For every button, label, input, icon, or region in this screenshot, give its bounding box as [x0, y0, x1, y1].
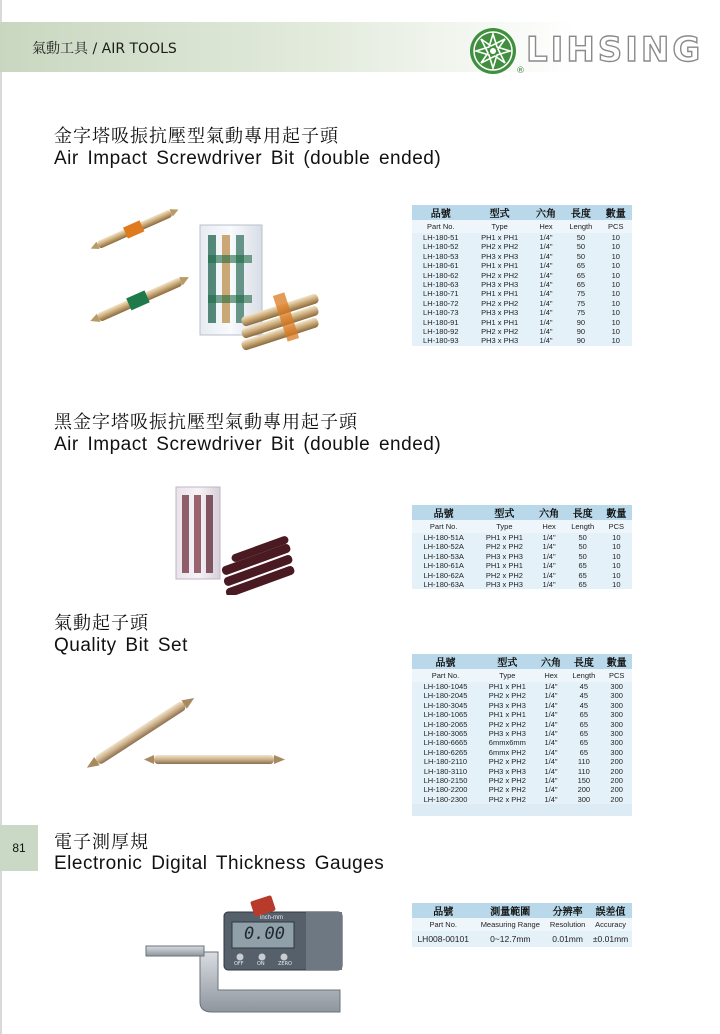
- table-cell: PH1 x PH1: [470, 318, 530, 327]
- table-row: [412, 738, 632, 747]
- table-row: [412, 242, 632, 251]
- table-cell: 300: [601, 748, 632, 757]
- table-cell: 300: [601, 691, 632, 700]
- table-cell: 50: [565, 552, 601, 561]
- table-cell: 1/4": [536, 682, 567, 691]
- table-row: [412, 261, 632, 270]
- table-cell: 200: [601, 776, 632, 785]
- table-cell: LH-180-63A: [412, 580, 475, 589]
- table-row: [412, 289, 632, 298]
- table-cell: 1/4": [530, 299, 562, 308]
- table-cell: LH-180-92: [412, 327, 470, 336]
- table-cell: 6mmx PH2: [479, 748, 536, 757]
- table-cell: LH-180-2065: [412, 720, 479, 729]
- table-cell: 75: [562, 289, 599, 298]
- table-cell: LH-180-53: [412, 252, 470, 261]
- col-header-cn: 型式: [479, 654, 536, 669]
- table-cell: PH3 x PH3: [479, 701, 536, 710]
- table-cell: 110: [566, 767, 601, 776]
- table-cell: 65: [562, 280, 599, 289]
- table-cell: 10: [599, 318, 632, 327]
- table-row: [412, 280, 632, 289]
- table-cell: 50: [562, 233, 599, 242]
- section-2-title-cn: 黑金字塔吸振抗壓型氣動專用起子頭: [54, 412, 358, 433]
- table-cell: 300: [601, 729, 632, 738]
- table-cell: 10: [599, 299, 632, 308]
- table-cell: PH2 x PH2: [479, 757, 536, 766]
- table-cell: 10: [601, 561, 632, 570]
- table-cell: LH-180-3065: [412, 729, 479, 738]
- table-row: [412, 767, 632, 776]
- table-cell: PH2 x PH2: [475, 571, 533, 580]
- table-cell: PH3 x PH3: [479, 729, 536, 738]
- table-cell: 10: [601, 542, 632, 551]
- table-cell: PH2 x PH2: [475, 542, 533, 551]
- gauge-off-label: OFF: [234, 961, 244, 967]
- table-cell: 10: [601, 580, 632, 589]
- table-cell: 10: [599, 308, 632, 317]
- table-cell: 1/4": [533, 552, 564, 561]
- col-header-en: Hex: [530, 220, 562, 233]
- col-header-cn: 長度: [565, 505, 601, 520]
- table-cell: 1/4": [530, 233, 562, 242]
- table-cell: LH-180-71: [412, 289, 470, 298]
- table-cell: 1/4": [530, 261, 562, 270]
- table-cell: 10: [599, 336, 632, 345]
- col-header-en: Accuracy: [589, 918, 632, 931]
- section-3-title-cn: 氣動起子頭: [54, 613, 149, 634]
- spec-table-2: [412, 505, 632, 589]
- table-cell: LH-180-3045: [412, 701, 479, 710]
- col-header-cn: 六角: [530, 205, 562, 220]
- col-header-cn: 品號: [412, 903, 474, 918]
- table-cell: 6mmx6mm: [479, 738, 536, 747]
- table-row: [412, 776, 632, 785]
- table-cell: 1/4": [530, 336, 562, 345]
- table-cell: 110: [566, 757, 601, 766]
- table-row: [412, 785, 632, 794]
- col-header-en: Length: [565, 520, 601, 533]
- table-cell: 1/4": [536, 720, 567, 729]
- table-cell: 65: [566, 738, 601, 747]
- table-row: [412, 252, 632, 261]
- table-cell: 1/4": [536, 710, 567, 719]
- table-cell: 10: [599, 327, 632, 336]
- section-2-title-en: Air Impact Screwdriver Bit (double ended): [54, 434, 442, 455]
- thickness-gauge-photo: [140, 890, 360, 1020]
- table-cell: 65: [562, 271, 599, 280]
- table-cell: LH-180-91: [412, 318, 470, 327]
- table-cell: 1/4": [530, 327, 562, 336]
- table-row: [412, 571, 632, 580]
- spec-table-1: [412, 205, 632, 346]
- table-cell: 50: [562, 252, 599, 261]
- registered-mark: ®: [516, 66, 525, 76]
- table-cell: 90: [562, 327, 599, 336]
- table-cell: PH2 x PH2: [479, 691, 536, 700]
- table-row: [412, 710, 632, 719]
- table-cell: LH-180-72: [412, 299, 470, 308]
- table-cell: 10: [601, 533, 632, 542]
- table-cell: 1/4": [530, 252, 562, 261]
- table-cell: LH-180-6665: [412, 738, 479, 747]
- table-cell: ±0.01mm: [589, 931, 632, 947]
- col-header-cn: 數量: [601, 505, 632, 520]
- col-header-en: Length: [566, 669, 601, 682]
- col-header-en: PCS: [601, 520, 632, 533]
- table-cell: 65: [565, 561, 601, 570]
- table-cell: PH2 x PH2: [479, 795, 536, 804]
- col-header-cn: 數量: [599, 205, 632, 220]
- table-cell: PH2 x PH2: [479, 785, 536, 794]
- col-header-cn: 型式: [470, 205, 530, 220]
- table-cell: 1/4": [536, 701, 567, 710]
- table-cell: PH1 x PH1: [479, 710, 536, 719]
- section-1-title-cn: 金字塔吸振抗壓型氣動專用起子頭: [54, 126, 339, 147]
- table-cell: 1/4": [536, 767, 567, 776]
- table-cell: 1/4": [536, 738, 567, 747]
- col-header-cn: 六角: [536, 654, 567, 669]
- table-cell: PH2 x PH2: [470, 271, 530, 280]
- table-cell: 1/4": [530, 318, 562, 327]
- col-header-cn: 品號: [412, 654, 479, 669]
- col-header-en: Type: [475, 520, 533, 533]
- table-cell: 1/4": [530, 280, 562, 289]
- section-4-title-cn: 電子測厚規: [54, 832, 149, 853]
- col-header-cn: 長度: [566, 654, 601, 669]
- table-row: [412, 552, 632, 561]
- table-cell: PH1 x PH1: [479, 682, 536, 691]
- col-header-cn: 品號: [412, 505, 475, 520]
- table-cell: 50: [562, 242, 599, 251]
- table-cell: 200: [601, 757, 632, 766]
- table-cell: 1/4": [533, 561, 564, 570]
- table-cell: 65: [562, 261, 599, 270]
- table-cell: 65: [566, 729, 601, 738]
- table-row: [412, 336, 632, 345]
- table-cell: 1/4": [530, 242, 562, 251]
- brand-logo: [468, 26, 704, 76]
- table-row: [412, 757, 632, 766]
- table-cell: LH-180-61A: [412, 561, 475, 570]
- table-cell: LH-180-2200: [412, 785, 479, 794]
- col-header-cn: 誤差值: [589, 903, 632, 918]
- table-cell: 1/4": [533, 580, 564, 589]
- double-ended-bits-photo: [90, 205, 330, 360]
- col-header-en: Type: [479, 669, 536, 682]
- table-cell: PH3 x PH3: [479, 767, 536, 776]
- table-cell: 75: [562, 299, 599, 308]
- table-cell: 75: [562, 308, 599, 317]
- table-cell: LH-180-53A: [412, 552, 475, 561]
- table-cell: 200: [566, 785, 601, 794]
- table-cell: LH-180-3110: [412, 767, 479, 776]
- table-cell: 1/4": [530, 289, 562, 298]
- table-cell: 1/4": [533, 542, 564, 551]
- page-number: 81: [0, 825, 38, 871]
- section-4-title-en: Electronic Digital Thickness Gauges: [54, 853, 385, 874]
- col-header-en: Resolution: [546, 918, 589, 931]
- page-edge: [0, 0, 2, 1034]
- table-cell: 1/4": [536, 785, 567, 794]
- table-row: [412, 691, 632, 700]
- col-header-en: PCS: [599, 220, 632, 233]
- table-cell: 65: [566, 720, 601, 729]
- gauge-unit-strip: inch-mm: [260, 915, 284, 921]
- table-cell: 200: [601, 767, 632, 776]
- table-cell: LH-180-52: [412, 242, 470, 251]
- section-1-title-en: Air Impact Screwdriver Bit (double ended): [54, 148, 442, 169]
- table-cell: 90: [562, 318, 599, 327]
- table-cell: 300: [601, 720, 632, 729]
- table-cell: LH-180-61: [412, 261, 470, 270]
- table-cell: 10: [599, 280, 632, 289]
- table-filler-row: [412, 804, 632, 816]
- table-cell: PH1 x PH1: [475, 533, 533, 542]
- table-row: [412, 542, 632, 551]
- table-cell: PH3 x PH3: [470, 308, 530, 317]
- spec-table-4: [412, 903, 632, 947]
- table-cell: 50: [565, 533, 601, 542]
- col-header-en: PCS: [601, 669, 632, 682]
- table-cell: PH1 x PH1: [470, 289, 530, 298]
- table-cell: 300: [566, 795, 601, 804]
- table-cell: 10: [599, 252, 632, 261]
- table-cell: LH-180-1045: [412, 682, 479, 691]
- col-header-en: Part No.: [412, 520, 475, 533]
- brand-name: LIHSING: [526, 30, 704, 70]
- table-cell: LH-180-62: [412, 271, 470, 280]
- table-cell: 1/4": [536, 729, 567, 738]
- table-cell: 1/4": [533, 533, 564, 542]
- table-cell: PH2 x PH2: [479, 776, 536, 785]
- table-cell: 300: [601, 738, 632, 747]
- table-cell: 200: [601, 785, 632, 794]
- table-cell: 1/4": [536, 691, 567, 700]
- col-header-en: Part No.: [412, 918, 474, 931]
- col-header-en: Hex: [536, 669, 567, 682]
- table-cell: 150: [566, 776, 601, 785]
- table-cell: LH-180-2150: [412, 776, 479, 785]
- table-cell: PH2 x PH2: [470, 299, 530, 308]
- table-cell: 1/4": [536, 748, 567, 757]
- col-header-en: Part No.: [412, 669, 479, 682]
- col-header-cn: 六角: [533, 505, 564, 520]
- table-cell: PH1 x PH1: [475, 561, 533, 570]
- table-cell: 1/4": [536, 795, 567, 804]
- col-header-en: Length: [562, 220, 599, 233]
- table-cell: 10: [599, 289, 632, 298]
- table-row: [412, 308, 632, 317]
- col-header-en: Type: [470, 220, 530, 233]
- table-cell: PH2 x PH2: [470, 327, 530, 336]
- table-cell: 1/4": [533, 571, 564, 580]
- table-cell: PH3 x PH3: [475, 552, 533, 561]
- table-row: [412, 682, 632, 691]
- table-cell: PH2 x PH2: [470, 242, 530, 251]
- table-cell: 1/4": [536, 776, 567, 785]
- table-cell: 10: [599, 233, 632, 242]
- table-cell: 10: [599, 271, 632, 280]
- table-cell: 65: [565, 571, 601, 580]
- table-cell: 300: [601, 682, 632, 691]
- table-row: [412, 271, 632, 280]
- table-row: [412, 701, 632, 710]
- spec-table-3: [412, 654, 632, 816]
- star-emblem-icon: [468, 26, 518, 76]
- table-cell: PH1 x PH1: [470, 261, 530, 270]
- gauge-zero-label: ZERO: [278, 961, 292, 967]
- table-cell: PH3 x PH3: [470, 336, 530, 345]
- table-cell: 1/4": [536, 757, 567, 766]
- table-cell: 45: [566, 682, 601, 691]
- table-cell: 0~12.7mm: [474, 931, 546, 947]
- table-row: [412, 931, 632, 947]
- table-cell: 300: [601, 710, 632, 719]
- table-cell: 65: [565, 580, 601, 589]
- table-cell: 10: [599, 261, 632, 270]
- table-row: [412, 748, 632, 757]
- table-cell: PH3 x PH3: [470, 252, 530, 261]
- table-cell: 45: [566, 701, 601, 710]
- table-cell: LH-180-52A: [412, 542, 475, 551]
- table-cell: PH1 x PH1: [470, 233, 530, 242]
- table-row: [412, 533, 632, 542]
- table-row: [412, 233, 632, 242]
- gauge-on-label: ON: [257, 961, 265, 967]
- table-row: [412, 299, 632, 308]
- table-cell: LH-180-93: [412, 336, 470, 345]
- col-header-cn: 測量範圍: [474, 903, 546, 918]
- col-header-en: Part No.: [412, 220, 470, 233]
- table-cell: LH-180-2300: [412, 795, 479, 804]
- black-bits-photo: [172, 485, 302, 595]
- table-cell: 90: [562, 336, 599, 345]
- table-row: [412, 720, 632, 729]
- table-cell: 10: [599, 242, 632, 251]
- col-header-cn: 長度: [562, 205, 599, 220]
- table-row: [412, 795, 632, 804]
- table-cell: 50: [565, 542, 601, 551]
- gauge-display-readout: 0.00: [244, 924, 285, 944]
- col-header-en: Hex: [533, 520, 564, 533]
- table-cell: LH-180-51A: [412, 533, 475, 542]
- table-cell: LH-180-2045: [412, 691, 479, 700]
- quality-bit-set-photo: [80, 692, 300, 782]
- table-cell: LH-180-62A: [412, 571, 475, 580]
- col-header-en: Measuring Range: [474, 918, 546, 931]
- table-cell: LH-180-73: [412, 308, 470, 317]
- table-cell: 0.01mm: [546, 931, 589, 947]
- col-header-cn: 分辨率: [546, 903, 589, 918]
- col-header-cn: 品號: [412, 205, 470, 220]
- table-cell: PH2 x PH2: [479, 720, 536, 729]
- table-cell: LH008-00101: [412, 931, 474, 947]
- col-header-cn: 數量: [601, 654, 632, 669]
- table-cell: LH-180-63: [412, 280, 470, 289]
- table-cell: PH3 x PH3: [475, 580, 533, 589]
- table-row: [412, 729, 632, 738]
- col-header-cn: 型式: [475, 505, 533, 520]
- table-cell: PH3 x PH3: [470, 280, 530, 289]
- section-3-title-en: Quality Bit Set: [54, 635, 188, 656]
- table-cell: LH-180-6265: [412, 748, 479, 757]
- table-cell: LH-180-2110: [412, 757, 479, 766]
- table-cell: 10: [601, 552, 632, 561]
- table-cell: 65: [566, 748, 601, 757]
- category-title: 氣動工具 / AIR TOOLS: [32, 41, 177, 57]
- table-cell: 65: [566, 710, 601, 719]
- gauge-body-drawing: [140, 890, 360, 1020]
- table-cell: 45: [566, 691, 601, 700]
- table-cell: LH-180-1065: [412, 710, 479, 719]
- table-cell: 10: [601, 571, 632, 580]
- table-row: [412, 318, 632, 327]
- table-cell: 1/4": [530, 271, 562, 280]
- table-row: [412, 327, 632, 336]
- table-row: [412, 580, 632, 589]
- table-cell: 200: [601, 795, 632, 804]
- table-row: [412, 561, 632, 570]
- table-cell: 300: [601, 701, 632, 710]
- table-cell: LH-180-51: [412, 233, 470, 242]
- table-cell: 1/4": [530, 308, 562, 317]
